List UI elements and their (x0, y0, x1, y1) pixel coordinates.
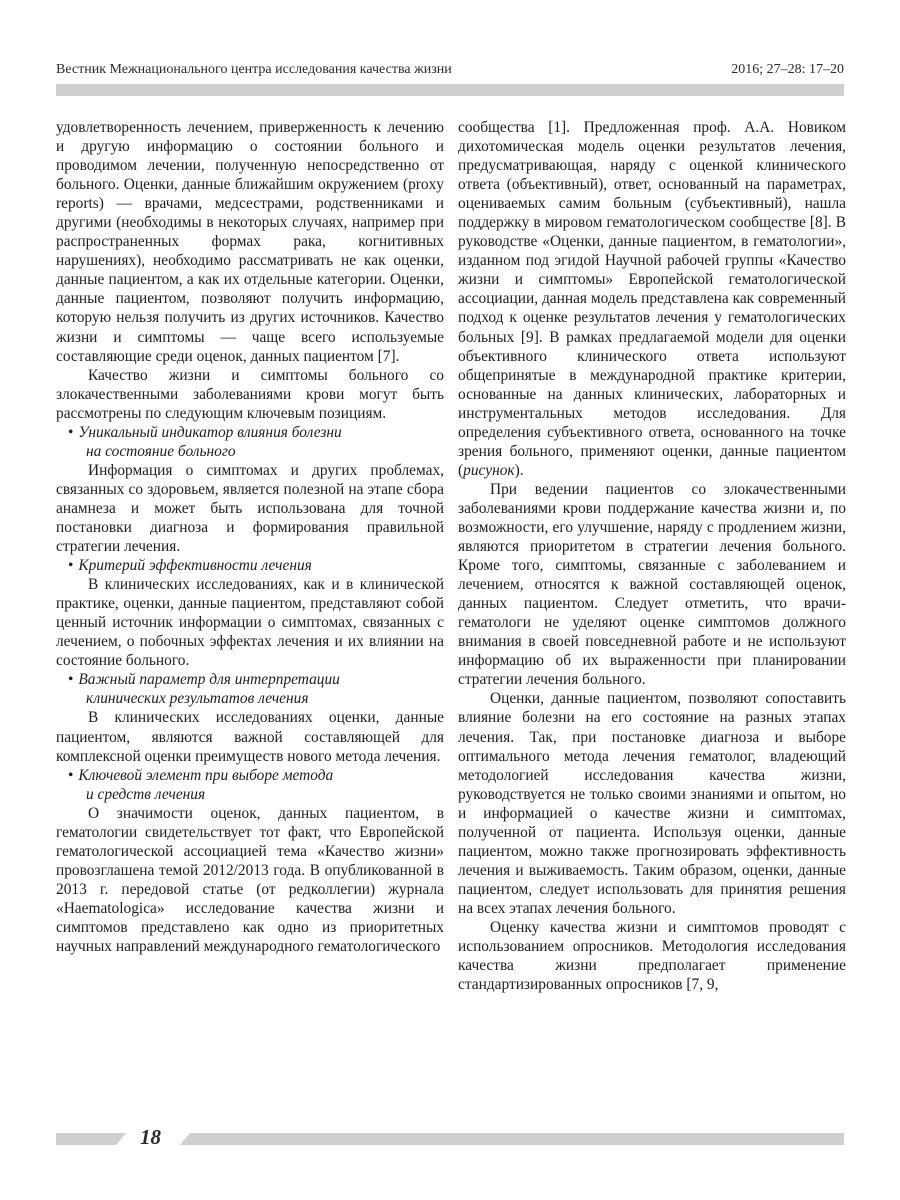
paragraph: При ведении пациентов со злокачественными заболеваниями крови поддержание качества жизни и, по возможности, его улучшение, наряду с продлением жизни, являются приоритетом в стратегии лечения больного. Кроме того, симптомы, связанные с заболеванием и лечением, относятся к важной составляющей оценок, данных пациентом. Следует отметить, что врачи-гематологи не уделяют оценке симптомов должного внимания в своей повседневной работе и не используют информацию об их выраженности при планировании стратегии лечения больного. (458, 480, 846, 689)
bullet-heading (56, 423, 444, 461)
paragraph-text: сообщества [1]. Предложенная проф. А.А. Новиком дихотомическая модель оценки результатов лечения, предусматривающая, наряду с оценкой клинического ответа (объективный), ответ, основанный на параметрах, оцениваемых самим больным (субъективный), нашла поддержку в мировом гематологическом сообществе [8]. В руководстве «Оценки, данные пациентом, в гематологии», изданном под эгидой Научной рабочей группы «Качество жизни и симптомы» Европейской гематологической ассоциации, данная модель представлена как современный подход к оценке результатов лечения у гематологических больных [9]. В рамках предлагаемой модели для оценки объективного клинического ответа используют общепринятые в международной практике критерии, основанные на данных клинических, лабораторных и инструментальных методов исследования. Для определения субъективного ответа, основанного на точке зрения больного, применяют оценки, данные пациентом ( (458, 119, 846, 479)
bullet-heading-line: Уникальный индикатор влияния болезни (78, 423, 342, 441)
footer-rule-left (56, 1133, 126, 1145)
header-rule (56, 84, 844, 96)
bullet-heading-line: Ключевой элемент при выборе метода (78, 766, 334, 784)
bullet-heading (56, 766, 444, 804)
paragraph (458, 118, 846, 480)
bullet-heading-line: Важный параметр для интерпретации (78, 671, 340, 689)
paragraph: Оценку качества жизни и симптомов проводят с использованием опросников. Методология исследования качества жизни предполагает применение стандартизированных опросников [7, 9, (458, 918, 846, 994)
page-number: 18 (140, 1125, 161, 1149)
paragraph-text: ). (514, 461, 524, 479)
paragraph: удовлетворенность лечением, приверженность к лечению и другую информацию о состоянии больного и проводимом лечении, полученную непосредственно от больного. Оценки, данные ближайшим окружением (proxy reports) — врачами, медсестрами, родственниками и другими (необходимы в некоторых случаях, например при распространенных формах рака, когнитивных нарушениях), необходимо рассматривать не как оценки, данные пациентом, а как их отдельные категории. Оценки, данные пациентом, позволяют получить информацию, которую нельзя получить из других источников. Качество жизни и симптомы — чаще всего используемые составляющие среди оценок, данных пациентом [7]. (56, 119, 444, 365)
bullet-heading-line: Критерий эффективности лечения (78, 557, 312, 575)
bullet-heading (56, 556, 444, 575)
paragraph: В клинических исследованиях, как и в клинической практике, оценки, данные пациентом, представляют собой ценный источник информации о симптомах, связанных с лечением, о побочных эффектах лечения и их влиянии на состояние больного. (56, 576, 444, 670)
paragraph: Информация о симптомах и других проблемах, связанных со здоровьем, является полезной на этапе сбора анамнеза и может быть использована для точной постановки диагноза и формирования правильной стратегии лечения. (56, 461, 444, 556)
issue-reference: 2016; 27–28: 17–20 (731, 62, 844, 77)
footer-rule-right (180, 1133, 844, 1145)
running-header (56, 60, 844, 82)
paragraph: Качество жизни и симптомы больного со злокачественными заболеваниями крови могут быть рассмотрены по следующим ключевым позициям. (56, 366, 444, 422)
bullet-heading (56, 670, 444, 708)
bullet-heading-line: клинических результатов лечения (86, 690, 309, 708)
left-column (56, 118, 444, 956)
journal-title: Вестник Межнационального центра исследования качества жизни (56, 62, 452, 77)
figure-reference: рисунок (463, 461, 515, 479)
bullet-heading-line: на состояние больного (86, 442, 236, 460)
right-column (458, 118, 846, 994)
paragraph: В клинических исследованиях оценки, данные пациентом, являются важной составляющей для комплексной оценки преимуществ нового метода лечения. (56, 709, 444, 765)
bullet-heading-line: и средств лечения (86, 785, 206, 803)
paragraph: Оценки, данные пациентом, позволяют сопоставить влияние болезни на его состояние на разных этапах лечения. Так, при постановке диагноза и выборе оптимального метода лечения гематолог, владеющий методологией исследования качества жизни, руководствуется не только своими знаниями и опытом, но и информацией о качестве жизни и симптомах, полученной от пациента. Используя оценки, данные пациентом, можно также прогнозировать эффективность лечения и выживаемость. Таким образом, оценки, данные пациентом, следует использовать для принятия решения на всех этапах лечения больного. (458, 690, 846, 917)
paragraph: О значимости оценок, данных пациентом, в гематологии свидетельствует тот факт, что Европейской гематологической ассоциацией тема «Качество жизни» провозглашена темой 2012/2013 года. В опубликованной в 2013 г. передовой статье (от редколлегии) журнала «Haematologica» исследование качества жизни и симптомов представлено как одно из приоритетных научных направлений международного гематологического (56, 804, 444, 956)
